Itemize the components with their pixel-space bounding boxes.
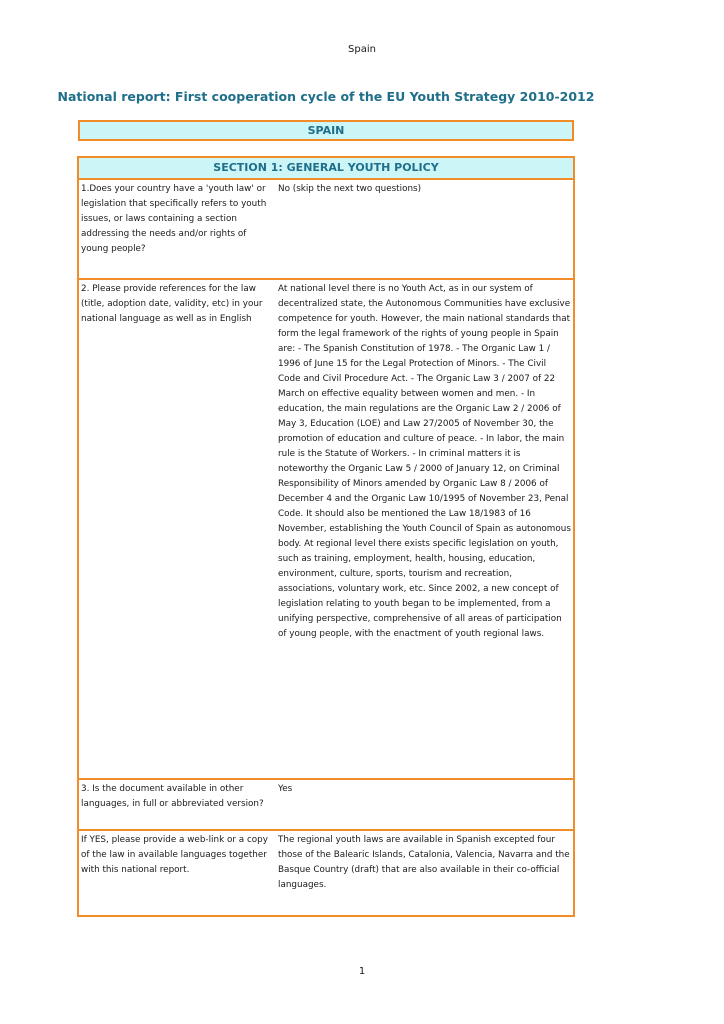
section-table [77, 156, 575, 917]
table-row [79, 280, 573, 780]
page-number: 1 [358, 966, 366, 977]
country-banner: SPAIN [78, 120, 574, 141]
answer-cell: The regional youth laws are available in Spanish excepted four those of the Balearic Islands, Catalonia, Valencia, Navarra and the Basque Country (draft) that are also available in their co-official languages. [278, 835, 570, 890]
question-cell: 3. Is the document available in other languages, in full or abbreviated version? [81, 784, 264, 809]
answer-cell: At national level there is no Youth Act, as in our system of decentralized state, the Autonomous Communities have exclusive competence for youth. However, the main national standards that form the legal framework of the rights of young people in Spain are: - The Spanish Constitution of 1978. - The Organic Law 1 / 1996 of June 15 for the Legal Protection of Minors. - The Civil Code and Civil Procedure Act. - The Organic Law 3 / 2007 of 22 March on effective equality between women and men. - In education, the main regulations are the Organic Law 2 / 2006 of May 3, Education (LOE) and Law 27/2005 of November 30, the promotion of education and culture of peace. - In labor, the main rule is the Statute of Workers. - In criminal matters it is noteworthy the Organic Law 5 / 2000 of January 12, on Criminal Responsibility of Minors amended by Organic Law 8 / 2006 of December 4 and the Organic Law 10/1995 of November 23, Penal Code. It should also be mentioned the Law 18/1983 of 16 November, establishing the Youth Council of Spain as autonomous body. At regional level there exists specific legislation on youth, such as training, employment, health, housing, education, environment, culture, sports, tourism and recreation, associations, voluntary work, etc. Since 2002, a new concept of legislation relating to youth began to be implemented, from a unifying perspective, comprehensive of all areas of participation of young people, with the enactment of youth regional laws. [278, 284, 571, 639]
answer-cell: Yes [278, 784, 293, 794]
answer-cell: No (skip the next two questions) [278, 184, 422, 194]
question-cell: 1.Does your country have a 'youth law' or legislation that specifically refers to youth issues, or laws containing a section addressing the needs and/or rights of young people? [81, 184, 267, 254]
table-row [79, 831, 573, 915]
document-title: National report: First cooperation cycle of the EU Youth Strategy 2010-2012 [57, 89, 595, 104]
section-title: SECTION 1: GENERAL YOUTH POLICY [79, 158, 573, 180]
table-row [79, 180, 573, 280]
table-row [79, 780, 573, 831]
question-cell: If YES, please provide a web-link or a copy of the law in available languages together with this national report. [81, 835, 268, 875]
question-cell: 2. Please provide references for the law (title, adoption date, validity, etc) in your national language as well as in English [81, 284, 263, 324]
page-header: Spain [348, 44, 376, 55]
